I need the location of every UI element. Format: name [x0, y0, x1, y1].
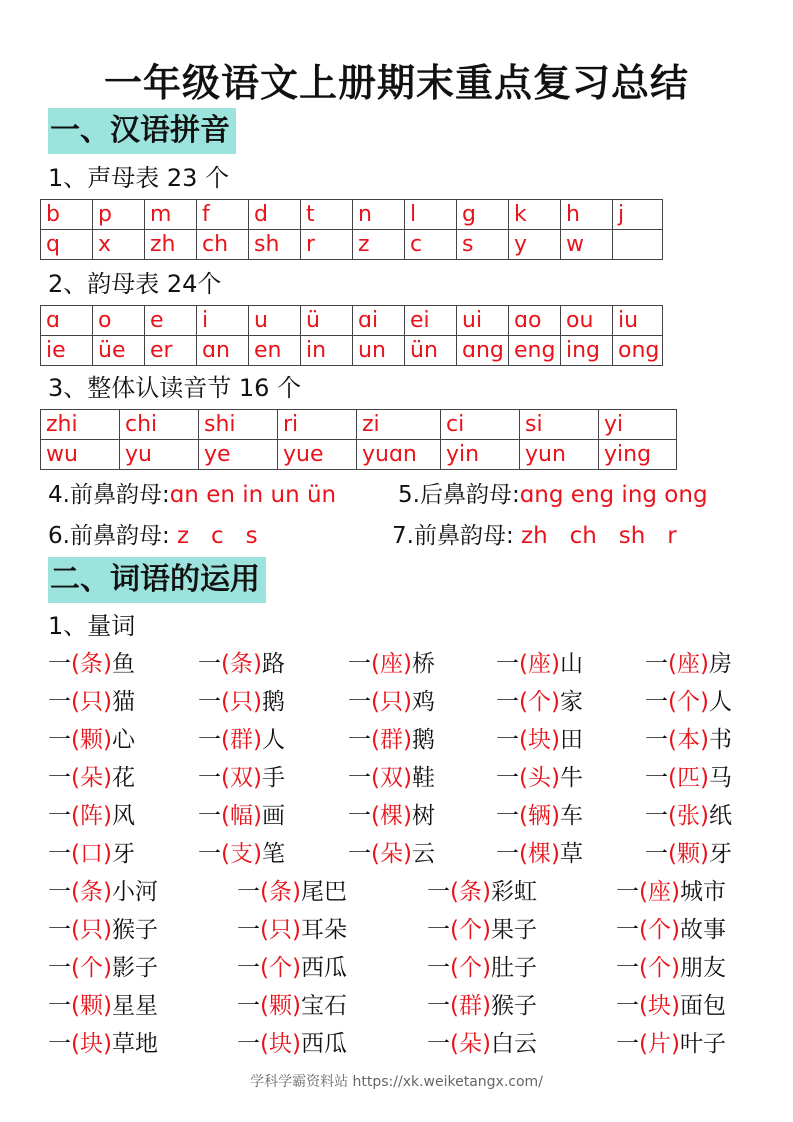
yi-char: 一: [48, 727, 71, 753]
yi-char: 一: [48, 841, 71, 867]
measure-word: 条: [458, 879, 482, 905]
measure-word-phrase: 一(朵)白云: [427, 1031, 537, 1057]
pinyin-cell: b: [41, 200, 93, 230]
pinyin-cell: yuɑn: [357, 440, 441, 470]
pinyin-cell: wu: [41, 440, 120, 470]
yi-char: 一: [198, 651, 221, 677]
pinyin-cell: d: [249, 200, 301, 230]
pinyin-cell: zhi: [41, 410, 120, 440]
pinyin-cell: yu: [120, 440, 199, 470]
measure-word-phrase: 一(头)牛: [496, 765, 583, 791]
measure-word: 朵: [458, 1031, 482, 1057]
pinyin-cell: i: [197, 306, 249, 336]
noun: 鹅: [411, 727, 435, 753]
pinyin-cell: ün: [405, 336, 457, 366]
yi-char: 一: [616, 917, 639, 943]
pinyin-cell: o: [93, 306, 145, 336]
measure-word: 辆: [527, 803, 551, 829]
noun: 房: [708, 651, 732, 677]
retroflex-line: [392, 522, 677, 550]
pinyin-cell: ri: [278, 410, 357, 440]
table-row: [41, 336, 663, 366]
yi-char: 一: [198, 841, 221, 867]
measure-word-phrase: 一(阵)风: [48, 803, 135, 829]
yi-char: 一: [496, 841, 519, 867]
pinyin-cell: ying: [599, 440, 677, 470]
measure-word: 支: [229, 841, 253, 867]
noun: 面包: [679, 993, 726, 1019]
measure-word-phrase: 一(片)叶子: [616, 1031, 726, 1057]
pinyin-cell: s: [457, 230, 509, 260]
measure-word: 个: [79, 955, 103, 981]
measure-word: 双: [229, 765, 253, 791]
noun: 云: [411, 841, 435, 867]
front-nasal-value: ɑn en in un ün: [169, 482, 337, 508]
pinyin-cell: h: [561, 200, 613, 230]
pinyin-cell: chi: [120, 410, 199, 440]
yi-char: 一: [645, 841, 668, 867]
yi-char: 一: [237, 917, 260, 943]
yi-char: 一: [237, 879, 260, 905]
measure-word: 只: [268, 917, 292, 943]
measure-word: 群: [458, 993, 482, 1019]
measure-word: 块: [79, 1031, 103, 1057]
measure-word: 座: [647, 879, 671, 905]
yi-char: 一: [496, 727, 519, 753]
front-nasal-label: 4.前鼻韵母:: [48, 482, 170, 508]
measure-word: 个: [647, 955, 671, 981]
measure-word: 本: [676, 727, 700, 753]
noun: 花: [111, 765, 135, 791]
measure-word: 朵: [379, 841, 403, 867]
yi-char: 一: [48, 993, 71, 1019]
measure-word-phrase: 一(群)人: [198, 727, 285, 753]
yi-char: 一: [427, 879, 450, 905]
measure-word-phrase: 一(条)路: [198, 651, 285, 677]
pinyin-cell: ci: [441, 410, 520, 440]
measure-word-phrase: 一(颗)心: [48, 727, 135, 753]
pinyin-cell: yin: [441, 440, 520, 470]
measure-word-phrase: 一(块)面包: [616, 993, 726, 1019]
yi-char: 一: [427, 1031, 450, 1057]
measure-word-phrase: 一(只)鸡: [348, 689, 435, 715]
measure-word-phrase: 一(块)田: [496, 727, 583, 753]
noun: 人: [261, 727, 285, 753]
yi-char: 一: [427, 917, 450, 943]
noun: 影子: [111, 955, 158, 981]
pinyin-cell: ɑn: [197, 336, 249, 366]
pinyin-cell: x: [93, 230, 145, 260]
measure-word-phrase: 一(辆)车: [496, 803, 583, 829]
measure-word-phrase: 一(棵)草: [496, 841, 583, 867]
noun: 故事: [679, 917, 726, 943]
measure-word-phrase: 一(幅)画: [198, 803, 285, 829]
measure-word-phrase: 一(个)西瓜: [237, 955, 347, 981]
liangci-label: 1、量词: [48, 612, 136, 640]
retroflex-value: zh ch sh r: [521, 523, 677, 549]
flat-tongue-value: z c s: [177, 523, 258, 549]
pinyin-cell: er: [145, 336, 197, 366]
measure-word-phrase: 一(口)牙: [48, 841, 135, 867]
noun: 手: [261, 765, 285, 791]
pinyin-cell: ɑi: [353, 306, 405, 336]
noun: 牙: [708, 841, 732, 867]
pinyin-cell: [613, 230, 663, 260]
yi-char: 一: [237, 955, 260, 981]
noun: 星星: [111, 993, 158, 1019]
measure-word: 张: [676, 803, 700, 829]
pinyin-cell: n: [353, 200, 405, 230]
measure-word-phrase: 一(朵)云: [348, 841, 435, 867]
yi-char: 一: [48, 955, 71, 981]
measure-word-phrase: 一(匹)马: [645, 765, 732, 791]
yi-char: 一: [645, 727, 668, 753]
yi-char: 一: [198, 689, 221, 715]
table-row: [41, 410, 677, 440]
yi-char: 一: [348, 803, 371, 829]
noun: 小河: [111, 879, 158, 905]
measure-word-phrase: 一(双)鞋: [348, 765, 435, 791]
yi-char: 一: [198, 803, 221, 829]
pinyin-cell: yi: [599, 410, 677, 440]
noun: 心: [111, 727, 135, 753]
noun: 鹅: [261, 689, 285, 715]
shengmu-label: 1、声母表 23 个: [48, 164, 230, 192]
yi-char: 一: [616, 993, 639, 1019]
shengmu-table: [40, 199, 663, 260]
measure-word: 幅: [229, 803, 253, 829]
measure-word: 颗: [268, 993, 292, 1019]
pinyin-cell: j: [613, 200, 663, 230]
pinyin-cell: en: [249, 336, 301, 366]
measure-word-phrase: 一(块)草地: [48, 1031, 158, 1057]
measure-word: 条: [79, 651, 103, 677]
section-heading-pinyin: 一、汉语拼音: [48, 108, 236, 154]
section-heading-words: 二、词语的运用: [48, 557, 266, 603]
pinyin-cell: z: [353, 230, 405, 260]
measure-word-phrase: 一(条)鱼: [48, 651, 135, 677]
yi-char: 一: [48, 803, 71, 829]
flat-tongue-label: 6.前鼻韵母:: [48, 523, 170, 549]
pinyin-cell: ɑ: [41, 306, 93, 336]
pinyin-cell: shi: [199, 410, 278, 440]
noun: 草: [559, 841, 583, 867]
noun: 画: [261, 803, 285, 829]
noun: 桥: [411, 651, 435, 677]
pinyin-cell: e: [145, 306, 197, 336]
pinyin-cell: r: [301, 230, 353, 260]
measure-word: 块: [268, 1031, 292, 1057]
noun: 田: [559, 727, 583, 753]
pinyin-cell: ɑo: [509, 306, 561, 336]
measure-word: 棵: [379, 803, 403, 829]
noun: 果子: [490, 917, 537, 943]
yi-char: 一: [616, 879, 639, 905]
page-title: 一年级语文上册期末重点复习总结: [103, 61, 689, 105]
yi-char: 一: [48, 765, 71, 791]
noun: 朋友: [679, 955, 726, 981]
noun: 猫: [111, 689, 135, 715]
measure-word: 匹: [676, 765, 700, 791]
back-nasal-value: ɑng eng ing ong: [519, 482, 708, 508]
noun: 西瓜: [300, 955, 347, 981]
pinyin-cell: sh: [249, 230, 301, 260]
pinyin-cell: un: [353, 336, 405, 366]
noun: 笔: [261, 841, 285, 867]
front-nasal-line: [48, 481, 336, 509]
noun: 草地: [111, 1031, 158, 1057]
pinyin-cell: m: [145, 200, 197, 230]
measure-word: 颗: [676, 841, 700, 867]
measure-word-phrase: 一(个)肚子: [427, 955, 537, 981]
pinyin-cell: ei: [405, 306, 457, 336]
measure-word: 棵: [527, 841, 551, 867]
measure-word-phrase: 一(个)故事: [616, 917, 726, 943]
pinyin-cell: ou: [561, 306, 613, 336]
measure-word: 个: [268, 955, 292, 981]
yi-char: 一: [348, 841, 371, 867]
table-row: [41, 230, 663, 260]
measure-word-phrase: 一(条)尾巴: [237, 879, 347, 905]
pinyin-cell: ie: [41, 336, 93, 366]
noun: 鞋: [411, 765, 435, 791]
yi-char: 一: [645, 689, 668, 715]
pinyin-cell: eng: [509, 336, 561, 366]
noun: 人: [708, 689, 732, 715]
measure-word-phrase: 一(群)猴子: [427, 993, 537, 1019]
pinyin-cell: l: [405, 200, 457, 230]
noun: 鱼: [111, 651, 135, 677]
measure-word-phrase: 一(条)彩虹: [427, 879, 537, 905]
noun: 书: [708, 727, 732, 753]
yi-char: 一: [48, 917, 71, 943]
noun: 白云: [490, 1031, 537, 1057]
noun: 鸡: [411, 689, 435, 715]
measure-word: 个: [676, 689, 700, 715]
measure-word-phrase: 一(个)人: [645, 689, 732, 715]
pinyin-cell: üe: [93, 336, 145, 366]
table-row: [41, 200, 663, 230]
measure-word: 片: [647, 1031, 671, 1057]
measure-word: 双: [379, 765, 403, 791]
measure-word-phrase: 一(颗)宝石: [237, 993, 347, 1019]
measure-word: 颗: [79, 993, 103, 1019]
yi-char: 一: [198, 727, 221, 753]
table-row: [41, 306, 663, 336]
measure-word-phrase: 一(支)笔: [198, 841, 285, 867]
measure-word-phrase: 一(条)小河: [48, 879, 158, 905]
pinyin-cell: t: [301, 200, 353, 230]
measure-word: 阵: [79, 803, 103, 829]
measure-word-phrase: 一(只)耳朵: [237, 917, 347, 943]
noun: 牛: [559, 765, 583, 791]
yi-char: 一: [48, 651, 71, 677]
yi-char: 一: [198, 765, 221, 791]
noun: 猴子: [490, 993, 537, 1019]
noun: 车: [559, 803, 583, 829]
noun: 尾巴: [300, 879, 347, 905]
measure-word: 座: [379, 651, 403, 677]
pinyin-cell: zh: [145, 230, 197, 260]
noun: 城市: [679, 879, 726, 905]
back-nasal-label: 5.后鼻韵母:: [398, 482, 520, 508]
pinyin-cell: iu: [613, 306, 663, 336]
measure-word: 只: [229, 689, 253, 715]
measure-word: 个: [458, 955, 482, 981]
noun: 宝石: [300, 993, 347, 1019]
measure-word: 块: [647, 993, 671, 1019]
measure-word: 头: [527, 765, 551, 791]
pinyin-cell: p: [93, 200, 145, 230]
yi-char: 一: [427, 993, 450, 1019]
yi-char: 一: [237, 993, 260, 1019]
measure-word-phrase: 一(只)鹅: [198, 689, 285, 715]
noun: 叶子: [679, 1031, 726, 1057]
pinyin-cell: k: [509, 200, 561, 230]
noun: 彩虹: [490, 879, 537, 905]
measure-word-phrase: 一(座)桥: [348, 651, 435, 677]
measure-word: 座: [527, 651, 551, 677]
noun: 家: [559, 689, 583, 715]
measure-word-phrase: 一(块)西瓜: [237, 1031, 347, 1057]
noun: 纸: [708, 803, 732, 829]
measure-word: 座: [676, 651, 700, 677]
measure-word-phrase: 一(个)朋友: [616, 955, 726, 981]
measure-word-phrase: 一(座)山: [496, 651, 583, 677]
yi-char: 一: [645, 651, 668, 677]
measure-word: 口: [79, 841, 103, 867]
measure-word: 块: [527, 727, 551, 753]
pinyin-cell: ui: [457, 306, 509, 336]
yunmu-label: 2、韵母表 24个: [48, 270, 222, 298]
yunmu-table: [40, 305, 663, 366]
pinyin-cell: g: [457, 200, 509, 230]
measure-word: 条: [229, 651, 253, 677]
measure-word-phrase: 一(个)影子: [48, 955, 158, 981]
yi-char: 一: [348, 651, 371, 677]
pinyin-cell: ch: [197, 230, 249, 260]
noun: 路: [261, 651, 285, 677]
measure-word: 个: [527, 689, 551, 715]
pinyin-cell: ɑng: [457, 336, 509, 366]
table-row: [41, 440, 677, 470]
yi-char: 一: [496, 765, 519, 791]
measure-word-phrase: 一(个)家: [496, 689, 583, 715]
pinyin-cell: w: [561, 230, 613, 260]
pinyin-cell: f: [197, 200, 249, 230]
pinyin-cell: c: [405, 230, 457, 260]
pinyin-cell: ü: [301, 306, 353, 336]
measure-word-phrase: 一(张)纸: [645, 803, 732, 829]
yi-char: 一: [496, 689, 519, 715]
noun: 牙: [111, 841, 135, 867]
pinyin-cell: ye: [199, 440, 278, 470]
yi-char: 一: [48, 879, 71, 905]
measure-word-phrase: 一(朵)花: [48, 765, 135, 791]
measure-word: 条: [79, 879, 103, 905]
pinyin-cell: y: [509, 230, 561, 260]
pinyin-cell: u: [249, 306, 301, 336]
measure-word-phrase: 一(个)果子: [427, 917, 537, 943]
noun: 肚子: [490, 955, 537, 981]
noun: 马: [708, 765, 732, 791]
measure-word-phrase: 一(座)房: [645, 651, 732, 677]
pinyin-cell: ing: [561, 336, 613, 366]
noun: 耳朵: [300, 917, 347, 943]
measure-word: 只: [379, 689, 403, 715]
measure-word-phrase: 一(双)手: [198, 765, 285, 791]
pinyin-cell: in: [301, 336, 353, 366]
pinyin-cell: si: [520, 410, 599, 440]
pinyin-cell: q: [41, 230, 93, 260]
pinyin-cell: yun: [520, 440, 599, 470]
measure-word-phrase: 一(棵)树: [348, 803, 435, 829]
pinyin-cell: ong: [613, 336, 663, 366]
zhengti-label: 3、整体认读音节 16 个: [48, 374, 302, 402]
measure-word: 个: [458, 917, 482, 943]
pinyin-cell: yue: [278, 440, 357, 470]
yi-char: 一: [48, 1031, 71, 1057]
measure-word: 颗: [79, 727, 103, 753]
yi-char: 一: [496, 803, 519, 829]
measure-word: 条: [268, 879, 292, 905]
measure-word: 个: [647, 917, 671, 943]
measure-word: 只: [79, 917, 103, 943]
noun: 山: [559, 651, 583, 677]
yi-char: 一: [348, 727, 371, 753]
yi-char: 一: [427, 955, 450, 981]
measure-word-phrase: 一(群)鹅: [348, 727, 435, 753]
yi-char: 一: [348, 689, 371, 715]
yi-char: 一: [616, 955, 639, 981]
noun: 猴子: [111, 917, 158, 943]
measure-word-phrase: 一(颗)牙: [645, 841, 732, 867]
measure-word: 群: [229, 727, 253, 753]
footer-source: 学科学霸资料站 https://xk.weiketangx.com/: [250, 1074, 543, 1090]
yi-char: 一: [645, 803, 668, 829]
zhengti-table: [40, 409, 677, 470]
noun: 风: [111, 803, 135, 829]
measure-word-phrase: 一(颗)星星: [48, 993, 158, 1019]
yi-char: 一: [237, 1031, 260, 1057]
pinyin-cell: zi: [357, 410, 441, 440]
measure-word: 群: [379, 727, 403, 753]
yi-char: 一: [348, 765, 371, 791]
measure-word-phrase: 一(座)城市: [616, 879, 726, 905]
yi-char: 一: [496, 651, 519, 677]
yi-char: 一: [645, 765, 668, 791]
measure-word: 只: [79, 689, 103, 715]
yi-char: 一: [48, 689, 71, 715]
measure-word-phrase: 一(只)猫: [48, 689, 135, 715]
measure-word-phrase: 一(只)猴子: [48, 917, 158, 943]
yi-char: 一: [616, 1031, 639, 1057]
retroflex-label: 7.前鼻韵母:: [392, 523, 514, 549]
noun: 树: [411, 803, 435, 829]
flat-tongue-line: [48, 522, 258, 550]
measure-word-phrase: 一(本)书: [645, 727, 732, 753]
noun: 西瓜: [300, 1031, 347, 1057]
back-nasal-line: [398, 481, 708, 509]
measure-word: 朵: [79, 765, 103, 791]
